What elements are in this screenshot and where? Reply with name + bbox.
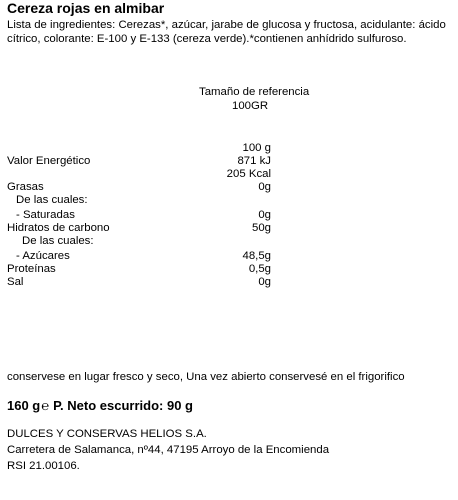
nutrition-label: Grasas [7, 181, 44, 193]
nutrition-value: 100 g [242, 142, 271, 154]
estimated-sign-icon: ℮ [41, 398, 50, 413]
drained-weight: P. Neto escurrido: 90 g [53, 398, 193, 413]
reference-size-label: Tamaño de referencia [199, 86, 310, 98]
nutrition-row-of-which [0, 194, 458, 207]
nutrition-label: - Azúcares [16, 250, 70, 262]
nutrition-label: - Saturadas [16, 209, 75, 221]
nutrition-value: 205 Kcal [226, 168, 271, 180]
weights-line [7, 398, 193, 413]
net-weight: 160 g [7, 398, 41, 413]
nutrition-value: 0g [258, 276, 271, 288]
nutrition-label: Sal [7, 276, 24, 288]
nutrition-label: Proteínas [7, 263, 56, 275]
nutrition-row-sugars [0, 250, 458, 263]
nutrition-row-saturated [0, 209, 458, 222]
storage-instructions: conservese en lugar fresco y seco, Una vez abierto conservesé en el frigorifico [7, 371, 405, 383]
nutrition-label: Hidratos de carbono [7, 222, 110, 234]
nutrition-value: 0,5g [248, 263, 271, 275]
nutrition-row-of-which [0, 235, 458, 248]
nutrition-value: 0g [258, 181, 271, 193]
reference-size-value: 100GR [232, 100, 269, 112]
nutrition-row-fat [0, 181, 458, 194]
nutrition-row-salt [0, 276, 458, 289]
ingredients-list: Lista de ingredientes: Cerezas*, azúcar, jarabe de glucosa y fructosa, acidulante: ácido cítrico, colorante: E-100 y E-133 (cereza verde).*contienen anhídrido sulfuroso. [7, 19, 446, 46]
nutrition-row-energy-kcal [0, 168, 458, 181]
manufacturer-rsi: RSI 21.00106. [7, 460, 80, 472]
nutrition-row-energy-kj [0, 155, 458, 168]
nutrition-row-serving [0, 142, 458, 155]
product-title: Cereza rojas en almibar [7, 0, 165, 16]
nutrition-value: 48,5g [242, 250, 271, 262]
nutrition-row-protein [0, 263, 458, 276]
nutrition-label: Valor Energético [7, 155, 91, 167]
nutrition-row-carbohydrates [0, 222, 458, 235]
nutrition-value: 0g [258, 209, 271, 221]
nutrition-value: 50g [251, 222, 271, 234]
manufacturer-address: Carretera de Salamanca, nº44, 47195 Arroyo de la Encomienda [7, 444, 330, 456]
nutrition-value: 871 kJ [237, 155, 271, 167]
nutrition-label: De las cuales: [16, 194, 88, 206]
manufacturer-name: DULCES Y CONSERVAS HELIOS S.A. [7, 428, 207, 440]
nutrition-label: De las cuales: [22, 235, 94, 247]
